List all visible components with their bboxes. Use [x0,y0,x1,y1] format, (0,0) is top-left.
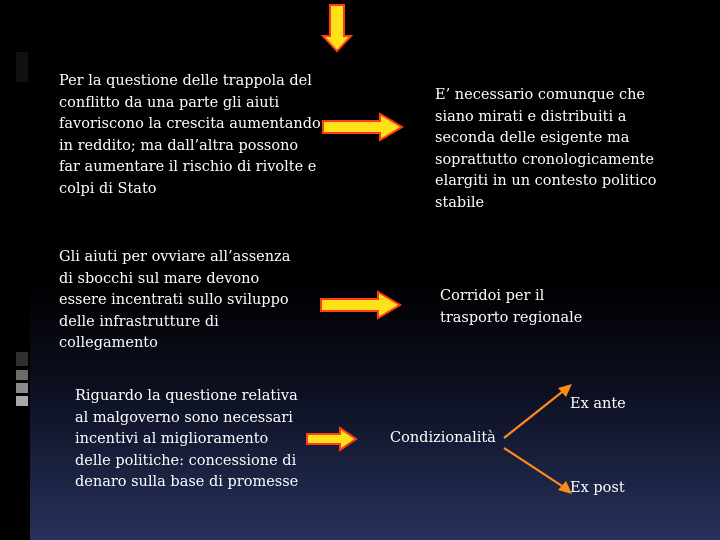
branch-down-line [504,448,562,486]
decor-bar-dark [16,352,28,366]
right-arrow-icon [306,427,358,451]
right-arrow-shape-3 [307,428,356,450]
down-arrow-icon [322,4,352,52]
decor-bar-gray-2 [16,383,28,393]
down-arrow-shape [323,5,351,51]
right-arrow-icon [320,291,402,319]
diagonal-arrow-icon [500,444,580,504]
right-text-block-2: Corridoi per il trasporto regionale [440,288,583,326]
left-text-block-1: Per la questione delle trappola del conflitto da una parte gli aiuti favoriscono la crescita aumentando in reddito; ma dall’altra possono far aumentare il rischio di rivolte e colpi di Stato [59,73,321,197]
decor-bar-black [16,52,28,82]
right-arrow-icon [322,113,404,141]
conditionality-label: Condizionalità [390,430,496,446]
diagonal-arrow-icon [500,378,580,448]
ex-post-label: Ex post [570,480,625,496]
branch-up-line [504,392,562,438]
left-text-block-3: Riguardo la questione relativa al malgoverno sono necessari incentivi al miglioramento delle politiche: concessione di denaro sulla base di promesse [75,388,299,490]
right-arrow-shape-2 [321,292,400,318]
right-arrow-shape-1 [323,114,402,140]
left-text-block-2: Gli aiuti per ovviare all’assenza di sbocchi sul mare devono essere incentrati sullo sviluppo delle infrastrutture di collegamento [59,249,291,351]
decor-bar-gray-1 [16,370,28,380]
ex-ante-label: Ex ante [570,396,626,412]
decor-bar-gray-3 [16,396,28,406]
right-text-block-1: E’ necessario comunque che siano mirati e distribuiti a seconda delle esigente ma soprattutto cronologicamente elargiti in un contesto politico stabile [435,87,657,211]
